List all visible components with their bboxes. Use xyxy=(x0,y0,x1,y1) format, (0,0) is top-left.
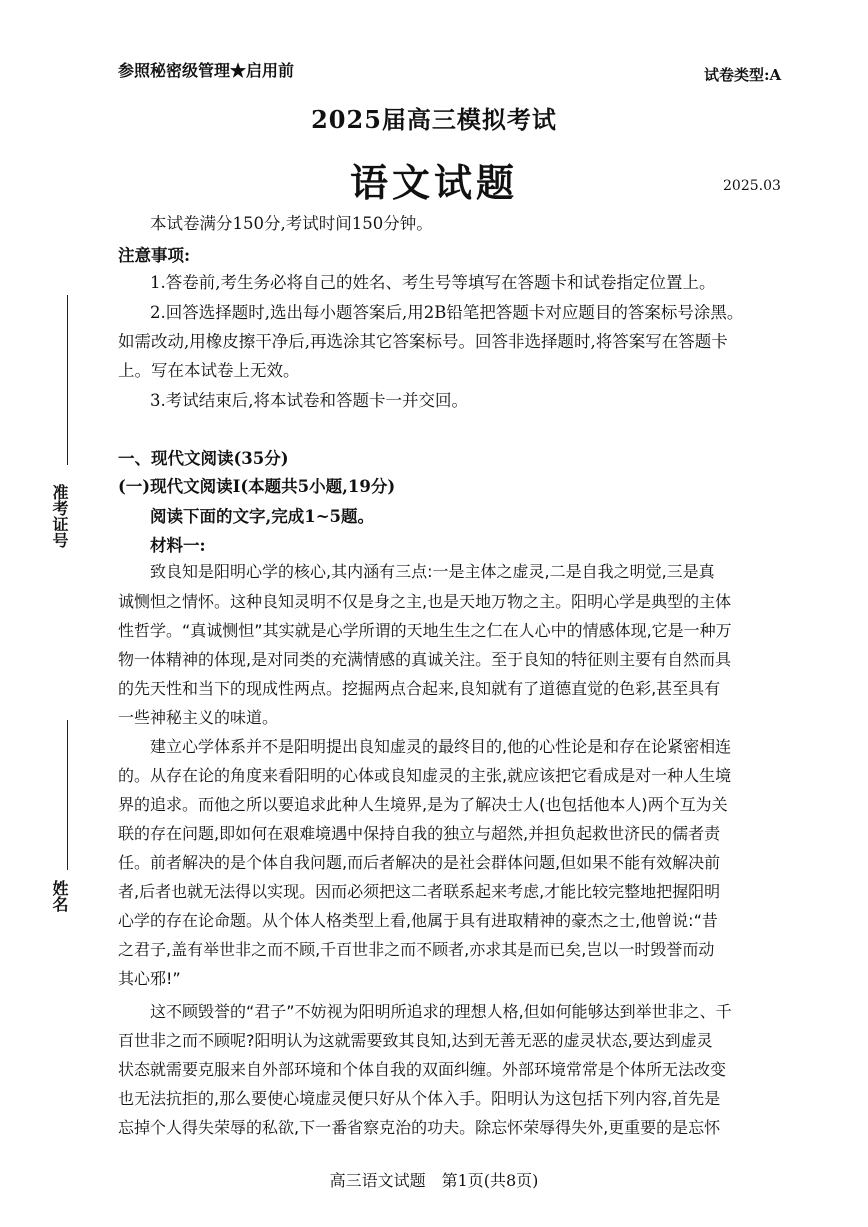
passage-line: 的先天性和当下的现成性两点。挖掘两点合起来,良知就有了道德直觉的色彩,甚至具有 xyxy=(118,679,721,698)
passage-line: 之君子,盖有举世非之而不顾,千百世非之而不顾者,亦求其是而已矣,岂以一时毁誉而动 xyxy=(118,940,715,959)
paper-type: 试卷类型:A xyxy=(704,66,782,84)
section-title: 一、现代文阅读(35分) xyxy=(118,449,289,468)
instructions-heading: 注意事项: xyxy=(118,246,191,265)
exam-number-label: 准考证号 xyxy=(50,484,69,548)
passage-line: 也无法抗拒的,那么要使心境虚灵便只好从个体入手。阳明认为这包括下列内容,首先是 xyxy=(118,1089,721,1108)
instruction-item: 1.答卷前,考生务必将自己的姓名、考生号等填写在答题卡和试卷指定位置上。 xyxy=(150,273,716,292)
passage-line: 的。从存在论的角度来看阳明的心体或良知虚灵的主张,就应该把它看成是对一种人生境 xyxy=(118,766,732,785)
classification-note: 参照秘密级管理★启用前 xyxy=(118,61,295,80)
reading-prompt: 阅读下面的文字,完成1~5题。 xyxy=(150,507,375,526)
passage-line: 任。前者解决的是个体自我问题,而后者解决的是社会群体问题,但如果不能有效解决前 xyxy=(118,853,721,872)
exam-summary: 本试卷满分150分,考试时间150分钟。 xyxy=(150,214,433,233)
passage-line: 性哲学。“真诚恻怛”其实就是心学所谓的天地生生之仁在人心中的情感体现,它是一种万 xyxy=(118,621,732,640)
exam-date: 2025.03 xyxy=(723,178,781,194)
page-footer: 高三语文试题 第1页(共8页) xyxy=(329,1171,539,1190)
instruction-item: 2.回答选择题时,选出每小题答案后,用2B铅笔把答题卡对应题目的答案标号涂黑。 xyxy=(150,303,744,322)
subsection-title: (一)现代文阅读Ⅰ(本题共5小题,19分) xyxy=(118,477,396,496)
passage-line: 一些神秘主义的味道。 xyxy=(118,708,279,727)
passage-line: 其心邪!” xyxy=(118,969,181,988)
subject-title: 语文试题 xyxy=(349,160,518,205)
passage-line: 状态就需要克服来自外部环境和个体自我的双面纠缠。外部环境常常是个体所无法改变 xyxy=(118,1060,727,1079)
passage-line: 界的追求。而他之所以要追求此种人生境界,是为了解决士人(也包括他本人)两个互为关 xyxy=(118,795,728,814)
instruction-item: 如需改动,用橡皮擦干净后,再选涂其它答案标号。回答非选择题时,将答案写在答题卡 xyxy=(118,332,728,351)
passage-line: 致良知是阳明心学的核心,其内涵有三点:一是主体之虚灵,二是自我之明觉,三是真 xyxy=(150,562,715,581)
passage-line: 百世非之而不顾呢?阳明认为这就需要致其良知,达到无善无恶的虚灵状态,要达到虚灵 xyxy=(118,1031,713,1050)
passage-line: 忘掉个人得失荣辱的私欲,下一番省察克治的功夫。除忘怀荣辱得失外,更重要的是忘怀 xyxy=(118,1118,721,1137)
instruction-item: 上。写在本试卷上无效。 xyxy=(118,361,300,380)
instruction-item: 3.考试结束后,将本试卷和答题卡一并交回。 xyxy=(150,391,468,410)
passage-line: 者,后者也就无法得以实现。因而必须把这二者联系起来考虑,才能比较完整地把握阳明 xyxy=(118,882,721,901)
passage-line: 物一体精神的体现,是对同类的充满情感的真诚关注。至于良知的特征则主要有自然而具 xyxy=(118,650,732,669)
exam-title: 2025届高三模拟考试 xyxy=(311,105,557,134)
passage-line: 诚恻怛之情怀。这种良知灵明不仅是身之主,也是天地万物之主。阳明心学是典型的主体 xyxy=(118,592,732,611)
material-label: 材料一: xyxy=(150,536,206,555)
passage-line: 建立心学体系并不是阳明提出良知虚灵的最终目的,他的心性论是和存在论紧密相连 xyxy=(150,737,732,756)
name-line xyxy=(67,720,68,870)
passage-line: 这不顾毁誉的“君子”不妨视为阳明所追求的理想人格,但如何能够达到举世非之、千 xyxy=(150,1002,732,1021)
exam-number-line xyxy=(67,295,68,465)
passage-line: 心学的存在论命题。从个体人格类型上看,他属于具有进取精神的豪杰之士,他曾说:“昔 xyxy=(118,911,718,930)
passage-line: 联的存在问题,即如何在艰难境遇中保持自我的独立与超然,并担负起救世济民的儒者责 xyxy=(118,824,721,843)
name-label: 姓名 xyxy=(50,880,69,912)
